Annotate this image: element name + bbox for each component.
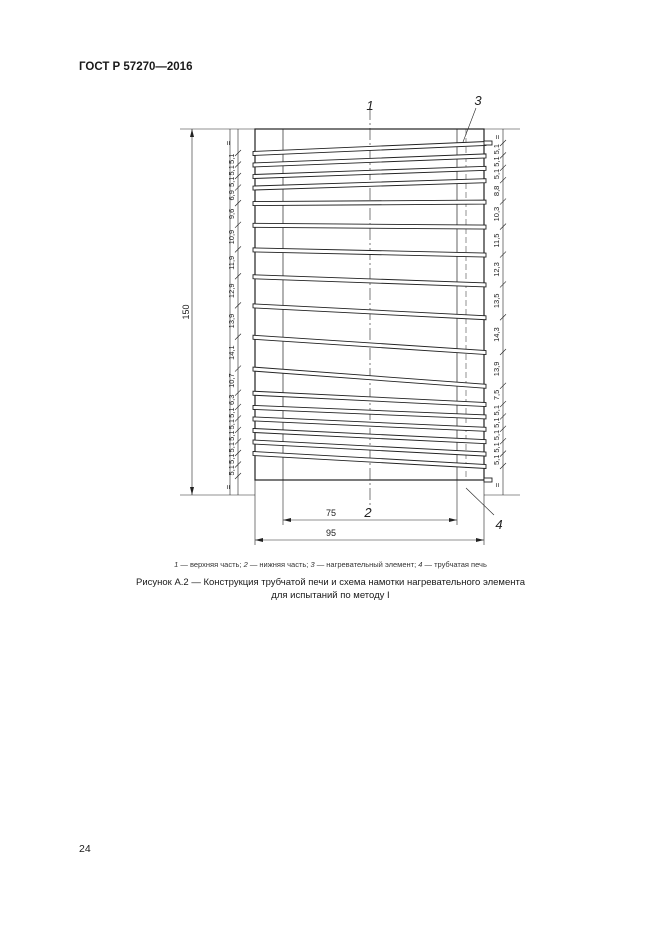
coil-turn bbox=[253, 417, 486, 431]
caption-line-1: Рисунок А.2 — Конструкция трубчатой печи и схема намотки нагревательного элемента bbox=[135, 577, 525, 588]
coil-turn bbox=[253, 223, 486, 229]
pitch-label: 10,9 bbox=[227, 229, 236, 245]
callout-4: 4 bbox=[495, 517, 503, 532]
coil-turn bbox=[253, 166, 486, 178]
equal-mark-bottom-left: = bbox=[224, 484, 233, 490]
pitch-label: 5,1 bbox=[492, 405, 501, 416]
pitch-label: 12,9 bbox=[227, 283, 236, 299]
callout-1: 1 bbox=[366, 98, 374, 113]
pitch-label: 5,1 bbox=[227, 407, 236, 418]
legend-item-2: 2 — нижняя часть; bbox=[243, 560, 311, 569]
coil-turn bbox=[253, 154, 486, 167]
coil-turn bbox=[253, 179, 486, 190]
coil-turn bbox=[253, 200, 486, 206]
pitch-label: 13,9 bbox=[227, 313, 236, 329]
equal-mark-top-left: = bbox=[224, 140, 233, 146]
pitch-label: 5,1 bbox=[227, 453, 236, 464]
page-number: 24 bbox=[79, 843, 91, 855]
pitch-label: 5,1 bbox=[227, 442, 236, 453]
pitch-label: 5,1 bbox=[227, 430, 236, 441]
pitch-label: 5,1 bbox=[492, 417, 501, 428]
pitch-label: 11,9 bbox=[227, 255, 236, 270]
heating-coil bbox=[253, 142, 486, 469]
coil-turn bbox=[253, 304, 486, 320]
pitch-label: 12,3 bbox=[492, 262, 501, 277]
pitch-label: 5,1 bbox=[492, 168, 501, 180]
legend-item-3: 3 — нагревательный элемент; bbox=[310, 560, 419, 569]
legend-item-4: 4 — трубчатая печь bbox=[418, 560, 487, 569]
coil-turn bbox=[253, 367, 486, 388]
pitch-label: 9,6 bbox=[227, 208, 236, 220]
pitch-label: 7,5 bbox=[492, 389, 501, 401]
equal-mark-top-right: = bbox=[493, 134, 502, 140]
pitch-label: 13,5 bbox=[492, 293, 501, 309]
pitch-label: 5,1 bbox=[227, 465, 236, 476]
pitch-label: 10,3 bbox=[492, 206, 501, 222]
coil-turn bbox=[253, 335, 486, 354]
pitch-label: 5,1 bbox=[227, 418, 236, 430]
left-pitch-labels bbox=[227, 154, 236, 476]
pitch-label: 5,1 bbox=[492, 156, 501, 167]
coil-turn bbox=[253, 248, 486, 257]
outer-width-dimension-label: 95 bbox=[325, 528, 337, 538]
callout-3: 3 bbox=[474, 93, 482, 108]
pitch-label: 6,9 bbox=[227, 190, 236, 201]
height-dimension-label: 150 bbox=[181, 304, 191, 320]
pitch-label: 8,8 bbox=[492, 185, 501, 197]
coil-turn bbox=[253, 142, 486, 156]
pitch-label: 10,7 bbox=[227, 373, 236, 388]
pitch-label: 13,9 bbox=[492, 361, 501, 377]
coil-turn bbox=[253, 391, 486, 406]
coil-turn bbox=[253, 275, 486, 287]
inner-width-dimension-label: 75 bbox=[325, 508, 337, 518]
figure-legend bbox=[0, 560, 661, 569]
pitch-label: 5,1 bbox=[492, 429, 501, 441]
pitch-label: 5,1 bbox=[492, 143, 501, 155]
pitch-label: 14,1 bbox=[227, 345, 236, 360]
pitch-label: 14,3 bbox=[492, 327, 501, 342]
pitch-label: 5,1 bbox=[492, 442, 501, 453]
pitch-label: 5,1 bbox=[227, 176, 236, 187]
pitch-label: 5,1 bbox=[227, 153, 236, 164]
pitch-label: 5,1 bbox=[492, 454, 501, 466]
pitch-label: 5,1 bbox=[227, 165, 236, 176]
pitch-label: 6,3 bbox=[227, 394, 236, 406]
pitch-label: 11,5 bbox=[492, 233, 501, 248]
figure-caption bbox=[0, 576, 661, 602]
equal-mark-bottom-right: = bbox=[493, 482, 502, 488]
legend-item-1: 1 — верхняя часть; bbox=[174, 560, 244, 569]
callout-2: 2 bbox=[364, 505, 372, 520]
caption-line-2: для испытаний по методу I bbox=[271, 590, 390, 601]
coil-turn bbox=[253, 405, 486, 418]
right-pitch-labels bbox=[492, 144, 501, 465]
standard-header: ГОСТ Р 57270—2016 bbox=[79, 61, 193, 73]
